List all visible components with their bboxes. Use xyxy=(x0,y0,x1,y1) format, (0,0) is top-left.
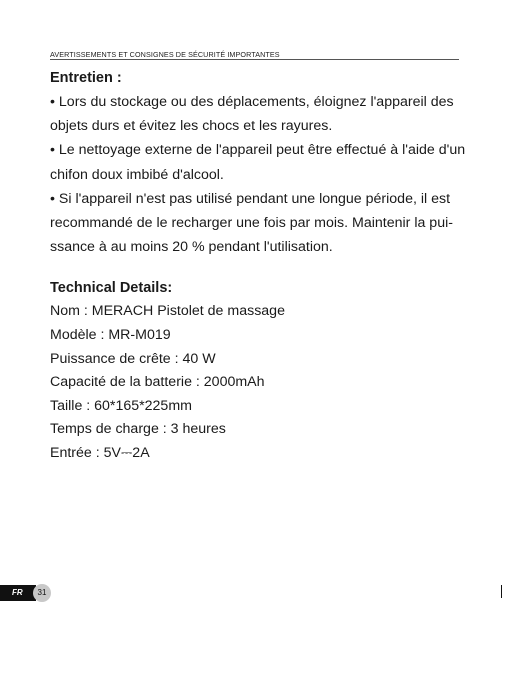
header-divider xyxy=(50,59,459,60)
technical-section xyxy=(50,276,470,465)
maintenance-heading: Entretien : xyxy=(50,70,122,86)
running-header: AVERTISSEMENTS ET CONSIGNES DE SÉCURITÉ IMPORTANTES xyxy=(50,50,280,59)
page-number: 31 xyxy=(33,584,51,602)
language-tab: FR xyxy=(0,585,36,601)
page-content xyxy=(50,66,470,466)
maintenance-line: • Lors du stockage ou des déplacements, éloignez l'appareil des xyxy=(50,94,454,110)
spec-line: Nom : MERACH Pistolet de massage xyxy=(50,303,285,320)
maintenance-section xyxy=(50,66,470,259)
spec-line: Taille : 60*165*225mm xyxy=(50,397,192,414)
technical-heading: Technical Details: xyxy=(50,280,173,297)
spec-line: Capacité de la batterie : 2000mAh xyxy=(50,374,265,391)
spec-line: Modèle : MR-M019 xyxy=(50,327,171,344)
maintenance-line: objets durs et évitez les chocs et les rayures. xyxy=(50,118,333,135)
section-spacer xyxy=(50,259,470,276)
maintenance-line: • Le nettoyage externe de l'appareil peut être effectué à l'aide d'un xyxy=(50,142,466,159)
margin-mark xyxy=(501,585,502,598)
spec-line: Temps de charge : 3 heures xyxy=(50,421,226,438)
maintenance-line: recommandé de le recharger une fois par mois. Maintenir la pui- xyxy=(50,215,453,232)
spec-line: Puissance de crête : 40 W xyxy=(50,350,216,367)
page-footer-badge xyxy=(0,584,52,602)
maintenance-line: ssance à au moins 20 % pendant l'utilisation. xyxy=(50,239,333,256)
spec-line: Entrée : 5V⎓2A xyxy=(50,444,150,461)
maintenance-line: • Si l'appareil n'est pas utilisé pendant une longue période, il est xyxy=(50,190,451,207)
maintenance-line: chifon doux imbibé d'alcool. xyxy=(50,166,224,183)
